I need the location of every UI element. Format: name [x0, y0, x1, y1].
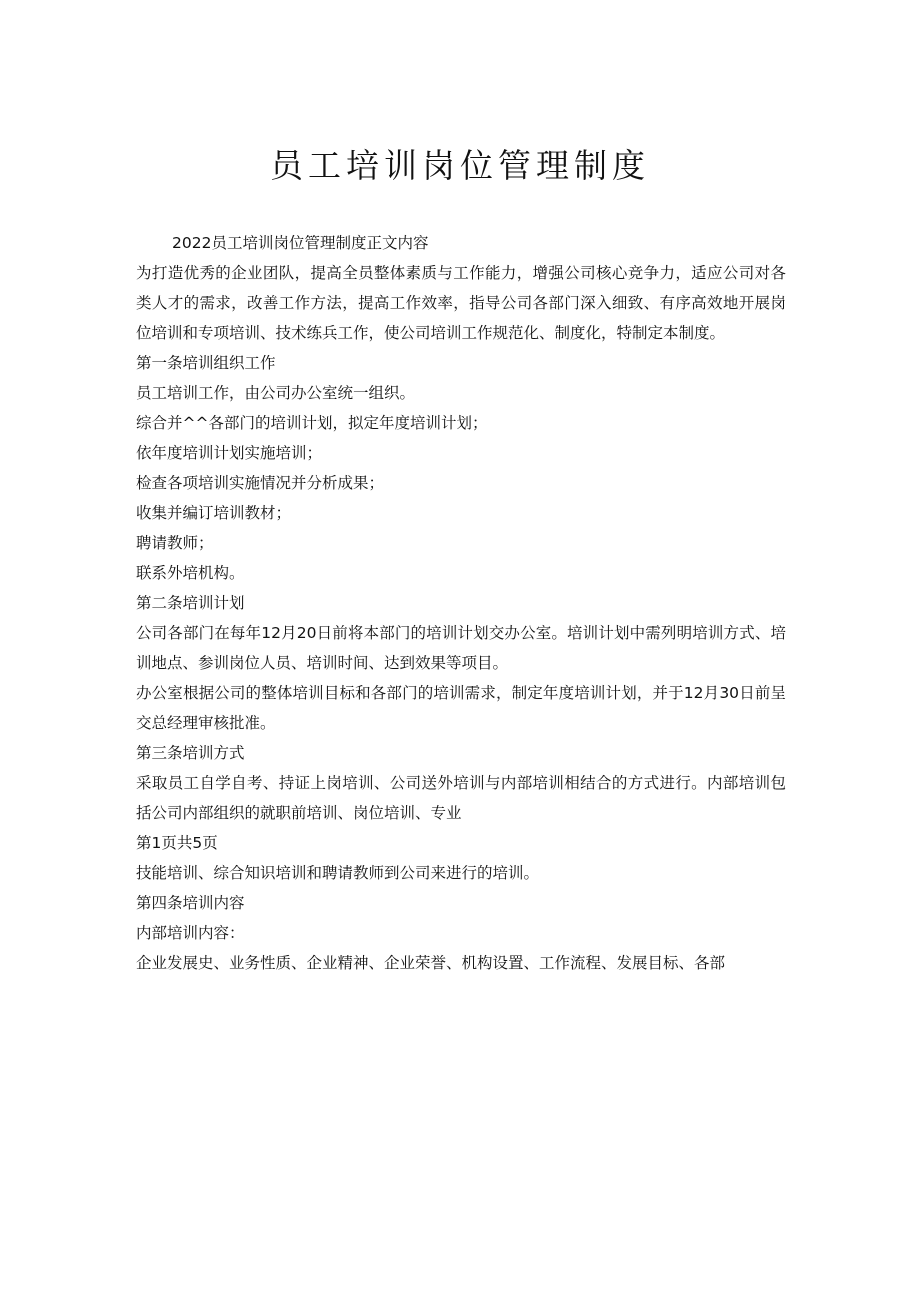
- body-paragraph: 收集并编订培训教材；: [136, 504, 292, 522]
- body-paragraph: 办公室根据公司的整体培训目标和各部门的培训需求，制定年度培训计划，并于12月30日前呈交总经理审核批准。: [136, 684, 786, 732]
- document-body: [136, 228, 786, 978]
- intro-paragraph: 为打造优秀的企业团队，提高全员整体素质与工作能力，增强公司核心竞争力，适应公司对各类人才的需求，改善工作方法，提高工作效率，指导公司各部门深入细致、有序高效地开展岗位培训和专项培训、技术练兵工作，使公司培训工作规范化、制度化，特制定本制度。: [136, 264, 786, 342]
- article-heading-1: 第一条培训组织工作: [136, 354, 276, 372]
- body-paragraph: 技能培训、综合知识培训和聘请教师到公司来进行的培训。: [136, 864, 540, 882]
- body-paragraph: 采取员工自学自考、持证上岗培训、公司送外培训与内部培训相结合的方式进行。内部培训包括公司内部组织的就职前培训、岗位培训、专业: [136, 774, 786, 822]
- article-heading-2: 第二条培训计划: [136, 594, 245, 612]
- article-heading-4: 第四条培训内容: [136, 894, 245, 912]
- document-title: 员工培训岗位管理制度: [270, 146, 650, 185]
- body-paragraph: 检查各项培训实施情况并分析成果；: [136, 474, 385, 492]
- body-paragraph: 企业发展史、业务性质、企业精神、企业荣誉、机构设置、工作流程、发展目标、各部: [136, 954, 726, 972]
- body-paragraph: 聘请教师；: [136, 534, 214, 552]
- article-heading-3: 第三条培训方式: [136, 744, 245, 762]
- body-paragraph: 综合并^^各部门的培训计划，拟定年度培训计划；: [136, 414, 488, 432]
- body-paragraph: 员工培训工作，由公司办公室统一组织。: [136, 384, 416, 402]
- body-paragraph: 公司各部门在每年12月20日前将本部门的培训计划交办公室。培训计划中需列明培训方式、培训地点、参训岗位人员、培训时间、达到效果等项目。: [136, 624, 786, 672]
- page-number: 第1页共5页: [136, 834, 218, 852]
- subtitle-paragraph: 2022员工培训岗位管理制度正文内容: [172, 234, 429, 252]
- body-paragraph: 联系外培机构。: [136, 564, 245, 582]
- body-paragraph: 依年度培训计划实施培训；: [136, 444, 323, 462]
- body-paragraph: 内部培训内容：: [136, 924, 245, 942]
